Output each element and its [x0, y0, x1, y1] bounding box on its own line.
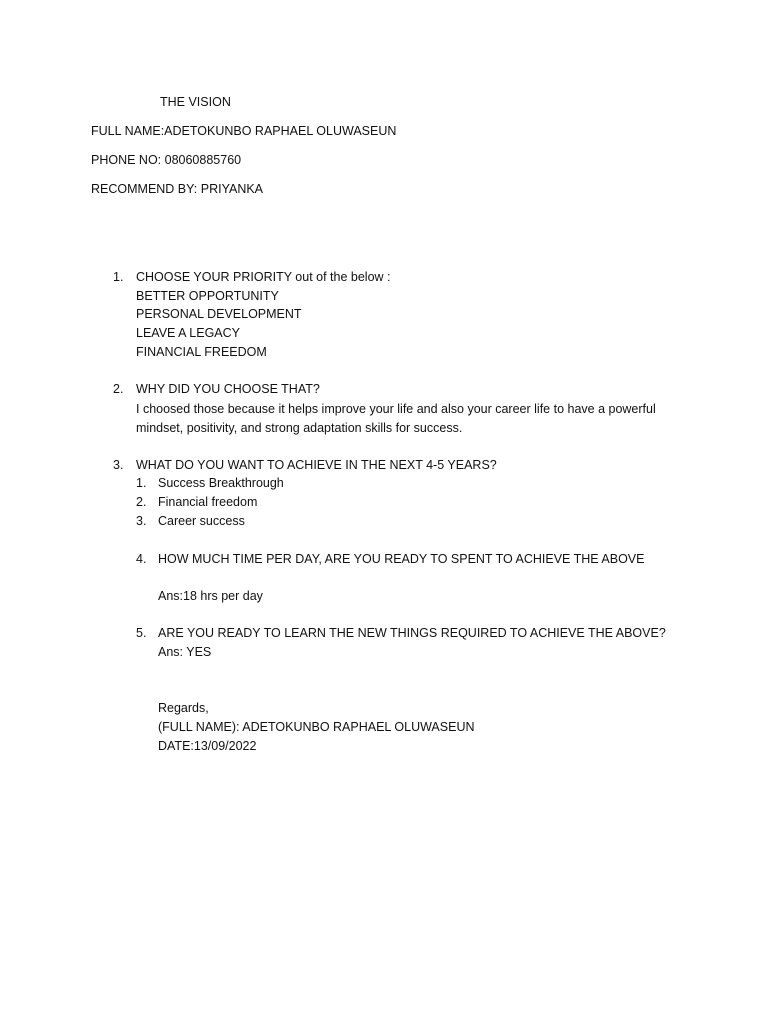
full-name-line: FULL NAME:ADETOKUNBO RAPHAEL OLUWASEUN	[91, 124, 397, 138]
q5-number: 5.	[136, 626, 147, 640]
q3-question: WHAT DO YOU WANT TO ACHIEVE IN THE NEXT 4-5 YEARS?	[136, 458, 497, 472]
q4-number: 4.	[136, 552, 147, 566]
q1-option: LEAVE A LEGACY	[136, 326, 240, 340]
q2-answer: mindset, positivity, and strong adaptation skills for success.	[136, 421, 463, 435]
q3-goal-number: 1.	[136, 476, 147, 490]
q3-goal: Success Breakthrough	[158, 476, 284, 490]
q4-answer: Ans:18 hrs per day	[158, 589, 263, 603]
q1-option: FINANCIAL FREEDOM	[136, 345, 267, 359]
q5-answer: Ans: YES	[158, 645, 212, 659]
q3-goal-number: 3.	[136, 514, 147, 528]
closing-regards: Regards,	[158, 701, 209, 715]
q5-question: ARE YOU READY TO LEARN THE NEW THINGS REQUIRED TO ACHIEVE THE ABOVE?	[158, 626, 666, 640]
closing-name: (FULL NAME): ADETOKUNBO RAPHAEL OLUWASEUN	[158, 720, 475, 734]
q2-question: WHY DID YOU CHOOSE THAT?	[136, 382, 320, 396]
q4-question: HOW MUCH TIME PER DAY, ARE YOU READY TO SPENT TO ACHIEVE THE ABOVE	[158, 552, 645, 566]
q1-number: 1.	[113, 270, 124, 284]
closing-date: DATE:13/09/2022	[158, 739, 257, 753]
q1-question: CHOOSE YOUR PRIORITY out of the below :	[136, 270, 391, 284]
phone-line: PHONE NO: 08060885760	[91, 153, 242, 167]
recommend-line: RECOMMEND BY: PRIYANKA	[91, 182, 264, 196]
q3-goal: Career success	[158, 514, 245, 528]
document-title: THE VISION	[160, 95, 231, 109]
q2-answer: I choosed those because it helps improve your life and also your career life to have a powerful	[136, 402, 656, 416]
q3-goal-number: 2.	[136, 495, 147, 509]
q2-number: 2.	[113, 382, 124, 396]
q3-number: 3.	[113, 458, 124, 472]
q1-option: BETTER OPPORTUNITY	[136, 289, 279, 303]
q3-goal: Financial freedom	[158, 495, 258, 509]
q1-option: PERSONAL DEVELOPMENT	[136, 307, 302, 321]
